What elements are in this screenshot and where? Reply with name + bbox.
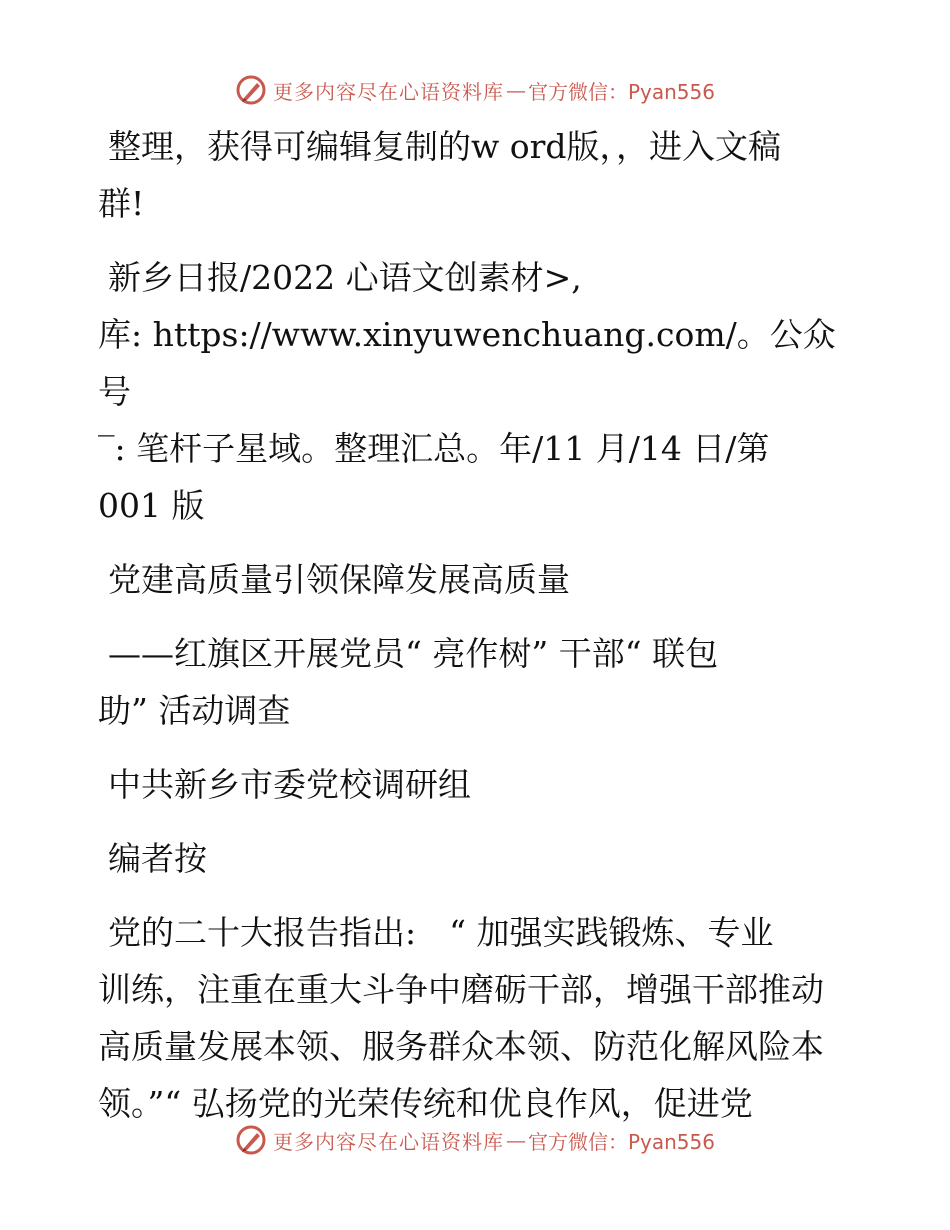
paragraph-line: 库: https://www.xinyuwenchuang.com/。公众号 [98, 315, 836, 411]
banner-left-text: 更多内容尽在心语资料库 [272, 79, 504, 104]
author-line: 中共新乡市委党校调研组 [108, 765, 471, 804]
paragraph-line: 整理，获得可编辑复制的w ord版，，进入文稿 [108, 127, 782, 166]
banner-left-text: 更多内容尽在心语资料库 [272, 1129, 504, 1154]
pen-logo-icon [235, 74, 267, 106]
paragraph-line: 高质量发展本领、服务群众本领、防范化解风险本 [98, 1027, 824, 1066]
editor-note-heading: 编者按 [108, 839, 207, 878]
paragraph-line: ‾: 笔杆子星域。整理汇总。年/11 月/14 日/第 [98, 429, 770, 468]
paragraph-line: 001 版 [98, 486, 205, 525]
footer-banner [0, 1120, 950, 1160]
article-subtitle: ——红旗区开展党员“ 亮作树” 干部“ 联包 [108, 634, 719, 673]
article-title: 党建高质量引领保障发展高质量 [108, 560, 570, 599]
paragraph-line: 新乡日报/2022 心语文创素材>, [108, 258, 582, 297]
banner-dash: — [505, 1128, 526, 1152]
pen-logo-icon [235, 1124, 267, 1156]
header-banner [0, 70, 950, 110]
banner-right-text: 官方微信：Pyan556 [527, 1129, 715, 1154]
banner-dash: — [505, 78, 526, 102]
paragraph-line: 群! [98, 184, 145, 223]
banner-right-text: 官方微信：Pyan556 [527, 79, 715, 104]
paragraph-line: 党的二十大报告指出: “ 加强实践锻炼、专业 [108, 913, 774, 952]
paragraph-line: 训练，注重在重大斗争中磨砺干部，增强干部推动 [98, 970, 824, 1009]
document-body [98, 118, 858, 1132]
article-subtitle-cont: 助” 活动调查 [98, 691, 291, 730]
paragraph-line: 领。”“ 弘扬党的光荣传统和优良作风，促进党 [98, 1084, 753, 1123]
